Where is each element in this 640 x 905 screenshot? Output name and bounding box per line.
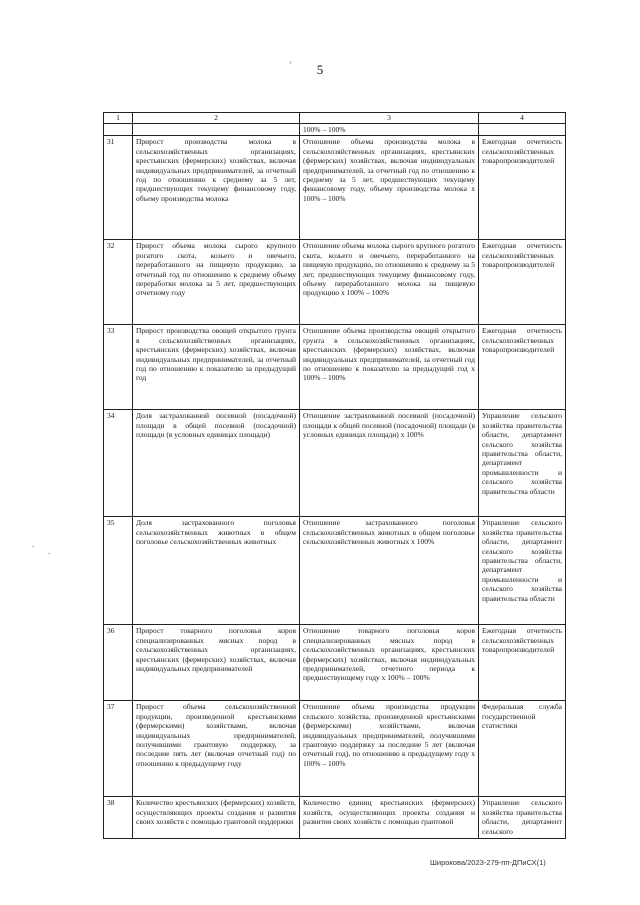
- row-number: 38: [104, 797, 133, 839]
- page-number: 5: [316, 62, 324, 77]
- source-cell: Ежегодная отчетность сельскохозяйственных товаропроизводителей: [479, 625, 566, 701]
- formula-cell: Количество единиц крестьянских (фермерских) хозяйств, осуществляющих проекты создания и развития своих хозяйств с помощью грантовой: [300, 797, 479, 839]
- row-number: 33: [104, 325, 133, 410]
- header-cell-3: 3: [300, 113, 479, 124]
- table-row: [104, 240, 566, 325]
- header-row: [104, 113, 566, 124]
- indicators-table: [103, 112, 566, 839]
- source-cell: Управление сельского хозяйства правительства области, департамент сельского хозяйства правительства области, департамент промышленности и сельского хозяйства правительства области: [479, 517, 566, 625]
- formula-cell: Отношение застрахованной посевной (посадочной) площади к общей посевной (посадочной) площади (в условных единицах площади) x 100%: [300, 410, 479, 517]
- table-row: [104, 410, 566, 517]
- row-number: 35: [104, 517, 133, 625]
- row-number: 37: [104, 701, 133, 797]
- indicator-cell: Количество крестьянских (фермерских) хозяйств, осуществляющих проекты создания и развития своих хозяйств с помощью грантовой поддержки: [133, 797, 300, 839]
- margin-mark: .: [32, 540, 34, 549]
- source-cell: Ежегодная отчетность сельскохозяйственных товаропроизводителей: [479, 325, 566, 410]
- indicator-cell: Прирост объема молока сырого крупного рогатого скота, козьего и овечьего, переработанного на пищевую продукцию, за отчетный год по отношению к среднему объему переработки молока за 5 лет, предшествующих отчетному году: [133, 240, 300, 325]
- formula-cell: Отношение застрахованного поголовья сельскохозяйственных животных в общем поголовье сельскохозяйственных животных x 100%: [300, 517, 479, 625]
- header-cell-4: 4: [479, 113, 566, 124]
- table-row: [104, 625, 566, 701]
- indicator-cell: Доля застрахованного поголовья сельскохозяйственных животных в общем поголовье сельскохозяйственных животных: [133, 517, 300, 625]
- header-cell-2: 2: [133, 113, 300, 124]
- row-number: 34: [104, 410, 133, 517]
- indicator-cell: Прирост производства молока в сельскохозяйственных организациях, крестьянских (фермерских) хозяйствах, включая индивидуальных предпринимателей, за отчетный год по отношению к среднему за 5 лет, предшествующих текущему финансовому году, объему производства молока: [133, 136, 300, 240]
- source-cell: Ежегодная отчетность сельскохозяйственных товаропроизводителей: [479, 136, 566, 240]
- row-number: 31: [104, 136, 133, 240]
- source-cell: Управление сельского хозяйства правительства области, департамент сельского хозяйства правительства области, департамент промышленности и сельского хозяйства правительства области: [479, 410, 566, 517]
- row-number: 32: [104, 240, 133, 325]
- top-mark: ': [290, 60, 292, 70]
- table-row: [104, 701, 566, 797]
- table-row: [104, 136, 566, 240]
- formula-cell: Отношение объема производства овощей открытого грунта в сельскохозяйственных организациях, крестьянских (фермерских) хозяйствах, включая индивидуальных предпринимателей, за отчетный год по отношению к показателю за предыдущий год x 100% – 100%: [300, 325, 479, 410]
- margin-mark: .: [48, 547, 50, 556]
- indicator-cell: Прирост товарного поголовья коров специализированных мясных пород в сельскохозяйственных организациях, крестьянских (фермерских) хозяйствах, включая индивидуальных предпринимателей: [133, 625, 300, 701]
- table-row: [104, 797, 566, 839]
- source-cell: Ежегодная отчетность сельскохозяйственных товаропроизводителей: [479, 240, 566, 325]
- source-cell: Федеральная служба государственной статистики: [479, 701, 566, 797]
- table-row: [104, 325, 566, 410]
- indicator-cell: Прирост производства овощей открытого грунта в сельскохозяйственных организациях, крестьянских (фермерских) хозяйствах, включая индивидуальных предпринимателей, за отчетный год по отношению к показателю за предыдущий год: [133, 325, 300, 410]
- formula-cell: Отношение объема молока сырого крупного рогатого скота, козьего и овечьего, переработанного на пищевую продукцию, по отношению к среднему за 5 лет, предшествующих текущему финансовому году, объему переработанного молока на пищевую продукцию x 100% – 100%: [300, 240, 479, 325]
- continuation-row: [104, 124, 566, 136]
- document-footer: Широкова/2023-279-пп-ДПиСХ(1): [430, 858, 546, 867]
- table-row: [104, 517, 566, 625]
- formula-cell: Отношение объема производства продукции сельского хозяйства, произведенной крестьянскими (фермерскими) хозяйствами, включая индивидуальных предпринимателей, получившими грантовую поддержку за последние 5 лет (включая отчетный год), по отношению к предыдущему году x 100% – 100%: [300, 701, 479, 797]
- formula-cell: Отношение объема производства молока в сельскохозяйственных организациях, крестьянских (фермерских) хозяйствах, включая индивидуальных предпринимателей, за отчетный год по отношению к среднему за 5 лет, предшествующих текущему финансовому году, объему производства молока x 100% – 100%: [300, 136, 479, 240]
- formula-cell: Отношение товарного поголовья коров специализированных мясных пород в сельскохозяйственных организациях, крестьянских (фермерских) хозяйствах, включая индивидуальных предпринимателей, отчетного периода к предшествующему году x 100% – 100%: [300, 625, 479, 701]
- header-cell-1: 1: [104, 113, 133, 124]
- source-cell: Управление сельского хозяйства правительства области, департамент сельского: [479, 797, 566, 839]
- formula-cell: 100% – 100%: [300, 124, 479, 136]
- indicator-cell: Прирост объема сельскохозяйственной продукции, произведенной крестьянскими (фермерскими) хозяйствами, включая индивидуальных предпринимателей, получившими грантовую поддержку, за последние пять лет (включая отчетный год) по отношению к предыдущему году: [133, 701, 300, 797]
- row-number: 36: [104, 625, 133, 701]
- indicator-cell: Доля застрахованной посевной (посадочной) площади в общей посевной (посадочной) площади (в условных единицах площади): [133, 410, 300, 517]
